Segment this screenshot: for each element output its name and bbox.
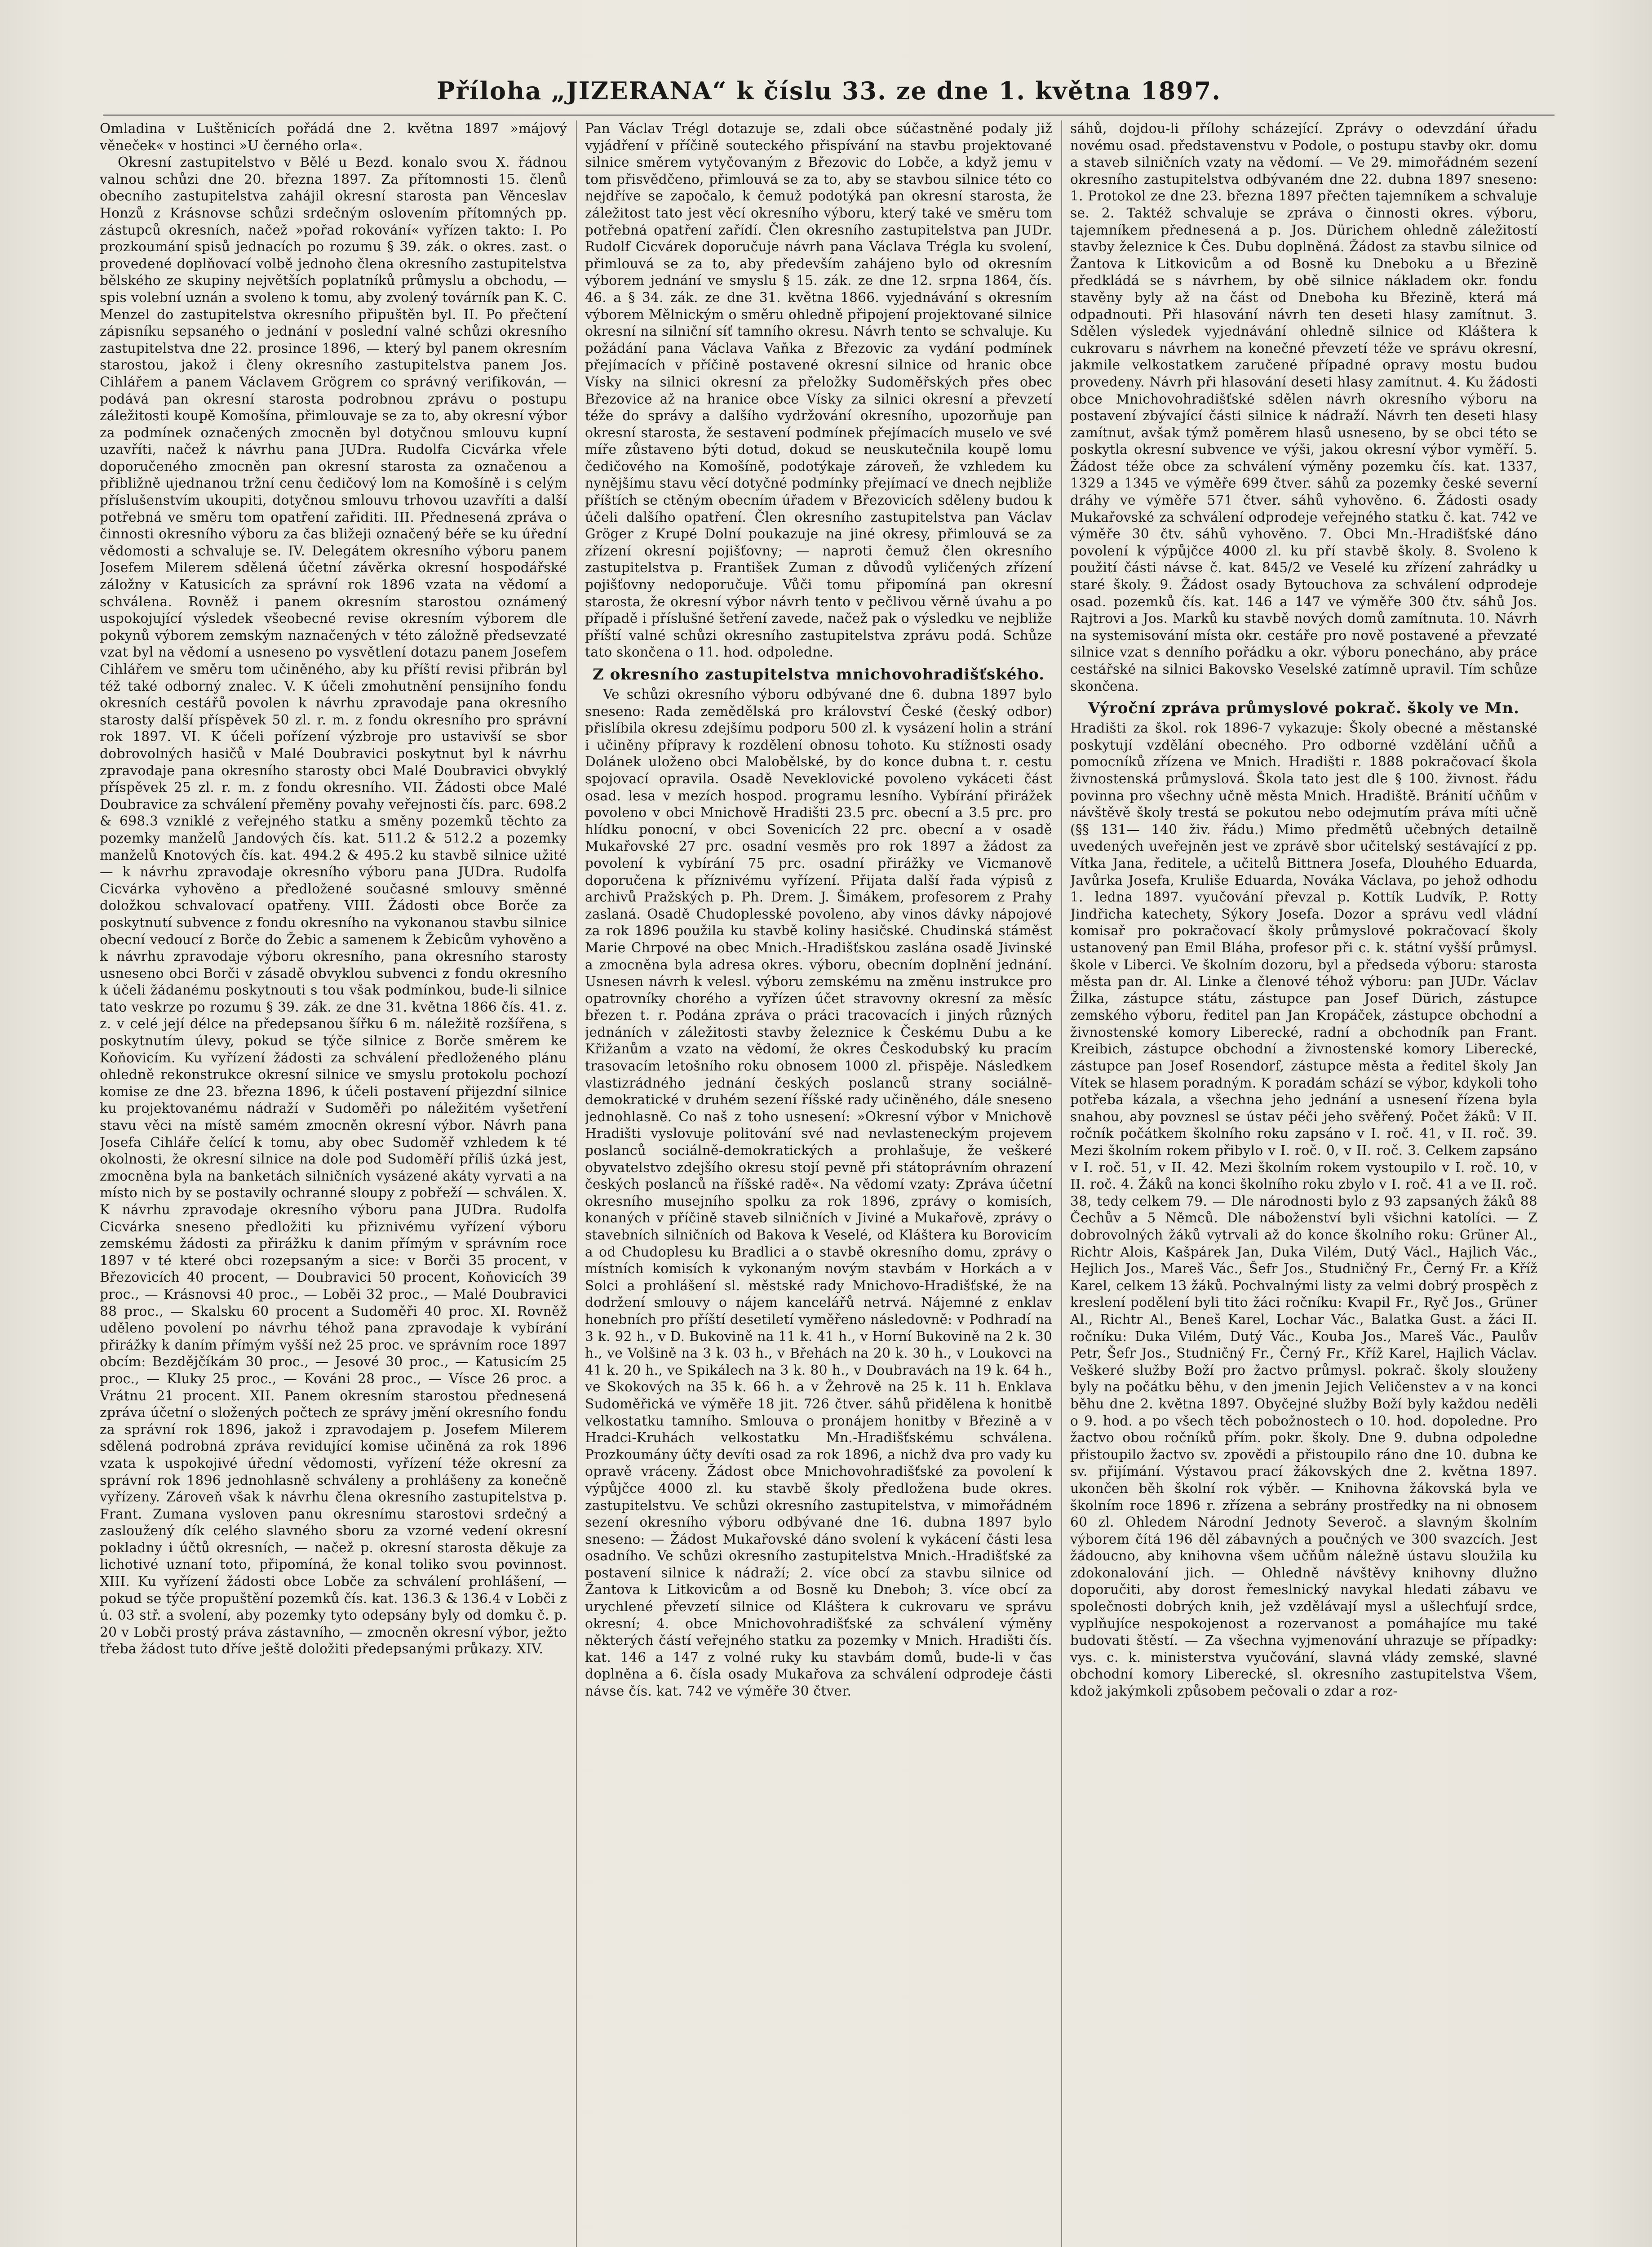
column-1 [100, 120, 567, 2247]
section-heading: Z okresního zastupitelstva mnichovohradišťského. [592, 666, 1045, 684]
paragraph: Pan Václav Trégl dotazuje se, zdali obce súčastněné podaly již vyjádření v příčině souteckého přispívání na stavbu projektované silnice směrem vytyčovaným z Březovic do Lobče, a když jemu v tom přisvědčeno, přimlouvá se za to, aby se stavbou silnice této co nejdříve se započalo, k čemuž podotýká pan okresní starosta, že záležitost tato jest věcí okresního výboru, který také ve směru tom potřebná opatření zařídí. Člen okresního zastupitelstva pan JUDr. Rudolf Cicvárek doporučuje návrh pana Václava Trégla ku svolení, přimlouvá se za to, aby především zahájeno bylo od okresním výborem jednání ve smyslu § 15. zák. ze dne 12. srpna 1864, čís. 46. a § 34. zák. ze dne 31. května 1866. vyjednávání s okresním výborem Mělnickým o směru ohledně připojení projektované silnice okresní na silniční síť tamního okresu. Návrh tento se schvaluje. Ku požádání pana Václava Vaňka z Březovic za vydání podmínek přejímacích v příčině postavené okresní silnice od hranic obce Vísky na silnici okresní za přeložky Sudoměřských přes obec Březovice až na hranice obce Vísky za silnici okresní a převzetí téže do správy a dalšího vydržování okresního, upozorňuje pan okresní starosta, že sestavení podmínek přejímacích muselo ve své míře zůstaveno býti dotud, dokud se neuskutečnila koupě lomu čedičového na Komošíně, podotýkaje zároveň, že vzhledem ku nynějšímu stavu věcí dotyčné podmínky přejímací ve dnech nejbliže příštích se ctěným obecním úřadem v Březovicích sdělenу budou k účeli dalšího opatření. Člen okresního zastupitelstva pan Václav Gröger z Krupé Dolní poukazuje na jiné okresy, přimlouvá se za zřízení okresní pojišťovny; — naproti čemuž člen okresního zastupitelstva p. František Zuman z důvodů vyličených zřízení pojišťovny nedoporučuje. Vůči tomu připomíná pan okresní starosta, že okresní výbor návrh tento v pečlivou věrně úvahu a po případě i příslušné šetření zavede, načež pak o výsledku ve nejbliže příští valné schůzi okresního zastupitelstva zprávu podá. Schůze tato skončena o 11. hod. odpoledne. [585, 121, 1052, 660]
paragraph: Omladina v Luštěnicích pořádá dne 2. května 1897 »májový věneček« v hostinci »U černého orla«. [100, 121, 567, 153]
paragraph: sáhů, dojdou-li přílohy scházející. Zprávy o odevzdání úřadu novému osad. představenstvu v Podole, o postupu stavby okr. domu a staveb silničních vzaty na vědomí. — Ve 29. mimořádném sezení okresního zastupitelstva odbývaném dne 22. dubna 1897 sneseno: 1. Protokol ze dne 23. března 1897 přečten tajemníkem a schvaluje se. 2. Taktéž schvaluje se zpráva o činnosti okres. výboru, tajemníkem přednesená a p. Jos. Dürichem ohledně záležitostí stavby železnice k Čes. Dubu doplněná. Žádost za stavbu silnice od Žantova k Litkovicům a od Bosně ku Dneboku a u Březině předkládá se s návrhem, by obě silnice nákladem okr. fondu stavěny byly až na část od Dneboha ku Březině, která má odpadnouti. Při hlasování návrh ten deseti hlasy zamítnut. 3. Sdělen výsledek vyjednávání ohledně silnice od Kláštera k cukrovaru s návrhem na konečné převzetí téže ve správu okresní, jakmile velkostatkem zaručené případné opravy mostu budou provedeny. Návrh při hlasování deseti hlasy zamítnut. 4. Ku žádosti obce Mnichovohradišťské sdělen návrh okresního výboru na postavení zbývající části silnice k nádraží. Návrh ten deseti hlasy zamítnut, avšak týmž poměrem hlasů usneseno, by se obci této se poskytla okresní subvence ve výši, jakou okresní výbor vyměří. 5. Žádost téže obce za schválení výměny pozemku čís. kat. 1337, 1329 a 1345 ve výměře 699 čtver. sáhů za pozemky české severní dráhy ve výměře 571 čtver. sáhů vyhověno. 6. Žádosti osady Mukařovské za schválení odprodeje veřejného statku č. kat. 742 ve výměře 30 čtv. sáhů vyhověno. 7. Obci Mn.-Hradišťské dáno povolení k výpůjčce 4000 zl. ku pří stavbě školy. 8. Svoleno k použití části návse č. kat. 845/2 ve Veselé ku zřízení zahrádky u staré školy. 9. Žádost osady Bytouchova za schválení odprodeje osad. pozemků čís. kat. 146 a 147 ve výměře 300 čtv. sáhů Jos. Rajtrovi a Jos. Marků ku stavbě nových domů zamítnuta. 10. Návrh na systemisování místa okr. cestáře pro nově postavené a převzaté silnice vzat s denního pořádku a okr. výboru ponecháno, aby práce cestářské na silnici Bakovsko Veselské zatímně upravil. Tím schůze skončena. [1070, 121, 1537, 694]
column-divider [1061, 120, 1062, 2247]
paragraph: Hradišti za škol. rok 1896-7 vykazuje: Školy obecné a městanské poskytují vzdělání obecného. Pro odborné vzdělání učňů a pomocníků zřízena ve Mnich. Hradišti r. 1888 pokračovací škola živnostenská průmyslová. Škola tato jest dle § 100. živnost. řádu povinna pro všechny učně města Mnich. Hradiště. Bránití učňům v návštěvě školy trestá se pokutou nebo odejmutím práva míti učně (§§ 131— 140 živ. řádu.) Mimo předmětů učebných detailně uvedených uveřejněn jest ve zprávě sbor učitelský sestávající z pp. Vítka Jana, ředitele, a učitelů Bittnera Josefa, Dlouhého Eduarda, Javůrka Josefa, Kruliše Eduarda, Nováka Václava, po jehož odhodu 1. ledna 1897. vyučování převzal p. Kottík Ludvík, P. Rotty Jindřicha katechety, Sýkory Josefa. Dozor a správu vedl vládní komisař pro pokračovací školy průmyslové pokračovací školy ustanovený pan Emil Bláha, profesor při c. k. státní vyšší průmysl. škole v Liberci. Ve školním dozoru, byl a předseda výboru: starosta města pan dr. Al. Linke a členové téhož výboru: pan JUDr. Václav Žilka, zástupce státu, zástupce pan Josef Dürich, zástupce zemského výboru, ředitel pan Jan Kropáček, zástupce obchodní a živnostenské komory Liberecké, radní a obchodník pan Frant. Kreibich, zástupce obchodní a živnostenské komory Liberecké, zástupce pan Josef Rosendorf, zástupce města a ředitel školy Jan Vítek se hlasem poradným. K poradám schází se výbor, kdykoli toho potřeba kázala, a všechna jeho jednání a usnesení řízena byla snahou, aby povznesl se ústav péči jeho svěřený. Počet žáků: V II. ročník počátkem školního roku zapsáno v I. roč. 41, v II. roč. 39. Mezi školním rokem přibylo v I. roč. 0, v II. roč. 3. Celkem zapsáno v I. roč. 51, v II. 42. Mezi školním rokem vystoupilo v I. roč. 10, v II. roč. 4. Žáků na konci školního roku zbylo v I. roč. 41 a ve II. roč. 38, tedy celkem 79. — Dle národnosti bylo z 93 zapsaných žáků 88 Čechův a 5 Němců. Dle náboženství byli všichni katolíci. — Z dobrovolných žáků vytrvali až do konce školního roku: Grüner Al., Richtr Alois, Kašpárek Jan, Duka Vilém, Dutý Václ., Hajlich Vác., Hejlich Jos., Mareš Vác., Šefr Jos., Studničný Fr., Černý Fr. a Kříž Karel, celkem 13 žáků. Pochvalnými listy za velmi dobrý prospěch z kreslení podělení byli tito žáci ročníku: Kvapil Fr., Ryč Jos., Grüner Al., Richtr Al., Beneš Karel, Lochar Vác., Balatka Gust. a žáci II. ročníku: Duka Vilém, Dutý Vác., Kouba Jos., Mareš Vác., Paulův Petr, Šefr Jos., Studničný Fr., Černý Fr., Kříž Karel, Hajlich Václav. Veškeré služby Boží pro žactvo průmysl. pokrač. školy slouženy byly na počátku běhu, v den jmenin Jejich Veličenstev a v na konci běhu dne 2. května 1897. Obyčejné služby Boží byly každou neděli o 9. hod. a po všech těch pobožnostech o 10. hod. dopoledne. Pro žactvo obou ročníků přím. pokr. školy. Dne 9. dubna odpoledne přistoupilo žactvo sv. zpovědi a přistoupilo ráno dne 10. dubna ke sv. přijímání. Výstavou prací žákovských dne 2. května 1897. ukončen běh školní rok výběr. — Knihovna žákovská byla ve školním roce 1896 r. zřízena a sebrány prostředky na ni obnosem 60 zl. Ohledem Národní Jednoty Severoč. a slavným školním výborem čítá 196 děl zábavných a poučných ve 300 svazcích. Jest žádoucno, aby knihovna všem učňům náležně ústavu sloužila ku zdokonalování jich. — Ohledně návštěvy knihovny dlužno doporučiti, aby dorost řemeslnický navykal hledati zábavu ve společnosti dobrých knih, jež vzdělávají mysl a ušlechťují srdce, vyplňujíce nespokojenost a rozervanost a pomáhajíce mu také budovati štěstí. — Za všechna vyjmenování uhrazuje se případky: vys. c. k. ministerstva vyučování, slavná vlády zemské, slavné obchodní komory Liberecké, sl. okresního zastupitelstva Všem, kdož jakýmkoli způsobem pečovali o zdar a roz- [1070, 720, 1537, 1699]
section-heading: Výroční zpráva průmyslové pokrač. školy ve Mn. [1088, 699, 1519, 718]
paragraph: Okresní zastupitelstvo v Bělé u Bezd. konalo svou X. řádnou valnou schůzi dne 20. března 1897. Za přítomnosti 15. členů obecního zastupitelstva zahájil okresní starosta pan Věnceslav Honzů z Krásnovse schůzi srdečným oslovením přítomných pp. zástupců okresních, načež »pořad rokování« vyřízen takto: I. Po prozkoumání spisů jednacích po rozumu § 39. zák. o okres. zast. o provedené doplňovací volbě jednoho člena okresního zastupitelstva bělského ze skupiny největších poplatníků průmyslu a obchodu, — spis volební uznán a svoleno k tomu, aby zvolený továrník pan K. C. Menzel do zastupitelstva okresního připuštěn byl. II. Po přečtení zápisníku sepsaného o jednání v poslední valné schůzi okresního zastupitelstva dne 22. prosince 1896, — který byl panem okresním starostou, jakož i členy okresního zastupitelstva panem Jos. Cihlářem a panem Václavem Grögrem co správný verifikován, — podává pan okresní starosta podrobnou zprávu o postupu záležitosti koupě Komošína, přimlouvaje se za to, aby okresní výbor za podmínek označených zmocněn byl dotyčnou smlouvu kupní uzavříti, načež k návrhu pana JUDra. Rudolfa Cicvárka vřele doporučeného zmocněn pan okresní starosta za označenou a přibližně ujednanou tržní cenu čedičový lom na Komošíně i s celým příslušenstvím ukoupiti, dotyčnou smlouvu trhovou uzavříti a další potřebná ve směru tom opatření zařiditi. III. Přednesená zpráva o činnosti okresního výboru za čas bližeji označený béře se ku úřední vědomosti a schvaluje se. IV. Delegátem okresního výboru panem Josefem Milerem sdělená účetní závěrka okresní hospodářské záložny v Katusicích za správní rok 1896 vzata na vědomí a schválena. Rovněž i panem okresním starostou oznámený uspokojující výsledek všeobecné revise okresním výborem dle pokynů výborem zemským naznačených v této záložně předsevzaté vzat byl na vědomí a usneseno po vysvětlení dotazu panem Josefem Cihlářem ve směru tom učiněného, aby ku příští revisi přibrán byl též také odborný znalec. V. K účeli zmohutnění pensijního fondu okresních cestářů povolen k návrhu zpravodaje pana okresního starosty další příspěvek 50 zl. r. m. z fondu okresního pro správní rok 1897. VI. K účeli pořízení výzbroje pro ustavivší se sbor dobrovolných hasičů v Malé Doubravici poskytnut byl k návrhu zpravodaje pana okresního starosty obci Malé Doubravici obvyklý příspěvek 25 zl. r. m. z fondu okresního. VII. Žádosti obce Malé Doubravice za schválení přeměny povahy veřejnosti čís. parc. 698.2 & 698.3 vzniklé z veřejného statku a směny pozemků těchto za pozemky manželů Jandových čís. kat. 511.2 & 512.2 a pozemky manželů Knotových čís. kat. 494.2 & 495.2 ku stavbě silnice užité — k návrhu zpravodaje okresního výboru pana JUDra. Rudolfa Cicvárka vyhověno a předložené současné smlouvy směnné doložkou schvalovací opatřeny. VIII. Žádosti obce Borče za poskytnutí subvence z fondu okresního na vykonanou stavbu silnice obecní vedoucí z Borče do Žebic a samenem k Žebicům vyhověno a k návrhu zpravodaje výboru okresního, pana okresního starosty usneseno obci Borči v zásadě obvyklou subvenci z fondu okresního k účeli žádanému poskytnouti s tou však podmínkou, bude-li silnice tato veskrze po rozumu § 39. zák. ze dne 31. května 1866 čís. 41. z. z. v celé její délce na předepsanou šířku 6 m. náležitě rozšířena, s poskytnutím úlevy, pokud se týče silnice z Borče směrem ke Koňovicím. Ku vyřízení žádosti za schválení předloženého plánu ohledně rekonstrukce okresní silnice ve smyslu protokolu pochozí komise ze dne 23. března 1896, k účeli postavení přijezdní silnice ku projektovanému nádraží v Sudoměři po náležitém vyšetření stavu věci na místě samém zmocněn okresní výbor. Návrh pana Josefa Cihláře čelící k tomu, aby obec Sudoměř vzhledem k té okolnosti, že okresní silnice na dole pod Sudoměří příliš úzká jest, zmocněna byla na banketách silničních vysázené akáty vyrvati a na místo nich by se postavily ochranné sloupy z pobřeží — schválen. X. K návrhu zpravodaje okresního výboru pana JUDra. Rudolfa Cicvárka snesenо předložiti ku přiznivému vyřízení výboru zemskému žádosti za přirážku k danim přímým v správním roce 1897 v té které obci rozepsaným a sice: v Borči 35 procent, v Březovicích 40 procent, — Doubravici 50 procent, Koňovicích 39 proc., — Krásnovsi 40 proc., — Loběi 32 proc., — Malé Doubravici 88 proc., — Skalsku 60 procent a Sudoměři 40 proc. XI. Rovněž uděleno povolení po návrhu téhož pana zpravodaje k vybírání přirážky k daním přímým vyšší než 25 proc. ve správním roce 1897 obcím: Bezdějčíkám 30 proc., — Jesové 30 proc., — Katusicím 25 proc., — Kluky 25 proc., — Kováni 28 proc., — Vísce 26 proc. a Vrátnu 21 procent. XII. Panem okresním starostou přednesená zpráva účetní o složených počtech ze správy jmění okresního fondu za správní rok 1896, jakož i zpravodajem p. Josefem Milerem sdělená podrobná zpráva revidující komise učiněná za rok 1896 vzata k uspokojivé úřední vědomosti, vyřízení téže okresní za správní rok 1896 jednohlasně schváleny a prohlášeny za konečně vyřízeny. Zároveň však k návrhu člena okresního zastupitelstva p. Frant. Zumana vysloven panu okresnímu starostovi srdečný a zasloužený dík celého slavného sboru za vzorné vedení okresní pokladny i účtů okresních, — načež p. okresní starosta děkuje za lichotivé uznaní toto, připomíná, že konal toliko svou povinnost. XIII. Ku vyřízení žádosti obce Lobče za schválení prohlášení, — pokud se týče propuštění pozemků čís. kat. 136.3 & 136.4 v Lobči z ú. 03 stř. a svolení, aby pozemky tyto odepsány byly od domku č. p. 20 v Lobči prostý práva zástavního, — zmocněn okresní výbor, ježto třeba žádost tuto dříve ještě doložiti předepsanými průkazy. XIV. [100, 155, 567, 1657]
column-3 [1070, 120, 1537, 2247]
page-header: Příloha „JIZERANA“ k číslu 33. ze dne 1. května 1897. [436, 76, 1222, 105]
paragraph: Ve schůzi okresního výboru odbývané dne 6. dubna 1897 bylo sneseno: Rada zemědělská pro království České (český odbor) přislíbila okresu zdejšímu podporu 500 zl. k vysázení holin a strání i učiněny přípravy k rozdělení obnosu tohoto. Ku stížnosti osady Dolánek uloženo obci Malobělské, by do konce dubna t. r. cestu spojovací opravila. Osadě Neveklovické povoleno vykáceti část osad. lesa v mezích hospod. programu lesního. Vybírání přirážek povoleno v obci Mnichově Hradišti 23.5 prc. obecní a 3.5 prc. pro hlídku ponocní, v obci Sovenicích 22 prc. obecní a v osadě Mukařovské 27 prc. osadní vesměs pro rok 1897 a žádost za povolení k vybírání 75 prc. osadní přirážky ve Vicmanově doporučena k příznivému vyřízení. Přijata další řada výpisů z archivů Pražských p. Ph. Drem. J. Šimákem, profesorem z Prahy zaslaná. Osadě Chudoplesské povoleno, aby vinos dávky nápojové za rok 1896 použila ku stavbě koliny hasičské. Chudinská stáměst Marie Chrpové na obec Mnich.-Hradišťskou zaslána osadě Jivinské a zmocněna byla adresa okres. výboru, obecním doplnění jednání. Usnesen návrh k velesl. výboru zemskému na změnu instrukce pro opatrovníky chorého a vyřízen účet stravovny okresní za měsíc březen t. r. Podána zpráva o práci tracovacích i jiných různých jednáních v záležitosti stavby železnice k Českému Dubu a ke Křižanům a vzato na vědomí, že okres Českodubský ku pracím trasovacím letošního roku obnosem 1000 zl. přispěje. Následkem vlastizrádného jednání českých poslanců strany sociálně-demokratické v druhém sezení říšské rady učiněného, dále sneseno jednohlasně. Co naš z toho usnesení: »Okresní výbor v Mnichově Hradišti vyslovuje politování své nad nevlasteneckým projevem poslanců sociálně-demokratických a prohlašuje, že veškeré obyvatelstvo zdejšího okresu stojí pevně při státoprávním ohrazení českých poslanců na říšské radě«. Na vědomí vzaty: Zpráva účetní okresního musejního spolku za rok 1896, zprávy o komisích, konaných v příčině staveb silničních v Jiviné a Mukařově, zprávy o stavebních silničních od Bakova k Veselé, od Kláštera ku Borovicím a od Chudoplesu ku Bradlici a o stavbě okresního domu, zprávy o místních komisích k vykonaným novým stavbám v Horkách a v Solci a prohlášení sl. městské rady Mnichovo-Hradišťské, že na dodržení smlouvy o nájem kancelářů netrvá. Nájemné z enklav honebních pro příští desetiletí vyměřeno následovně: v Podhradí na 3 k. 92 h., v D. Bukovině na 11 k. 41 h., v Horní Bukovině na 2 k. 30 h., ve Volšině na 3 k. 03 h., v Břehách na 20 k. 30 h., v Loukovci na 41 k. 20 h., ve Spikálech na 3 k. 80 h., v Doubravách na 19 k. 64 h., ve Skokových na 35 k. 66 h. a v Žehrově na 25 k. 11 h. Enklava Sudoměřická ve výměře 18 jit. 726 čtver. sáhů přidělena k honitbě velkostatku tamního. Smlouva o pronájem honitby v Březině a v Hradci-Kruhách velkostatku Mn.-Hradišťskému schválena. Prozkoumány účty devíti osad za rok 1896, a nichž dva pro vady ku opravě vráceny. Žádost obce Mnichovohradišťské za povolení k výpůjčce 4000 zl. ku stavbě školy předložena bude okres. zastupitelstvu. Ve schůzi okresního zastupitelstva, v mimořádném sezení okresního výboru odbývané dne 16. dubna 1897 bylo sneseno: — Žádost Mukařovské dáno svolení k vykácení části lesa osadního. Ve schůzi okresního zastupitelstva Mnich.-Hradišťské za postavení silnice k nádraží; 2. více obcí za stavbu silnice od Žantova k Litkovicům a od Bosně ku Dneboh; 3. více obcí za urychlené převzetí silnice od Kláštera k cukrovaru ve správu okresní; 4. obce Mnichovohradišťské za schválení výměny některých částí veřejného statku za pozemky v Mnich. Hradišti čís. kat. 146 a 147 z volné ruky ku stavbám domů, bude-li v čas doplněna a 6. čísla osady Mukařova za schválení odprodeje části návse čís. kat. 742 ve výměře 30 čtver. [585, 687, 1052, 1699]
column-2 [585, 120, 1052, 2247]
column-divider [576, 120, 577, 2247]
